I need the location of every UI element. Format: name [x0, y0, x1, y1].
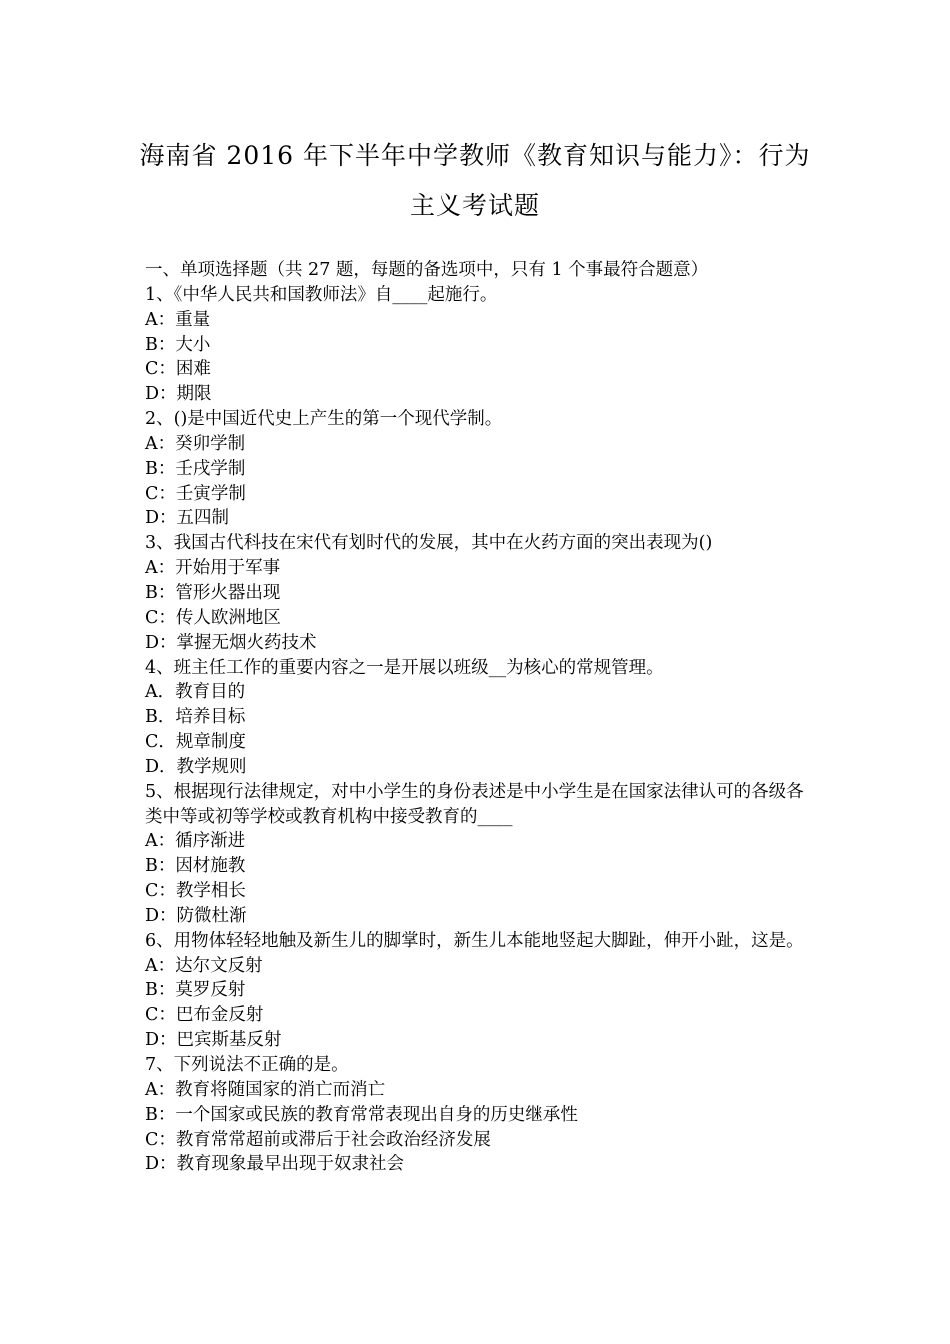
question-stem: 5、根据现行法律规定，对中小学生的身份表述是中小学生是在国家法律认可的各级各类中等或初等学校或教育机构中接受教育的____ [145, 781, 804, 827]
option-b: B：管形火器出现 [145, 582, 281, 603]
question-stem: 6、用物体轻轻地触及新生儿的脚掌时，新生儿本能地竖起大脚趾，伸开小趾，这是。 [145, 930, 804, 951]
option-b: B：一个国家或民族的教育常常表现出自身的历史继承性 [145, 1104, 578, 1125]
question-4 [145, 656, 815, 780]
document-body [145, 258, 815, 1177]
option-a: A：教育将随国家的消亡而消亡 [145, 1079, 386, 1100]
option-a: A：循序渐进 [145, 831, 246, 852]
document-title-line-2: 主义考试题 [409, 191, 540, 220]
option-d: D：掌握无烟火药技术 [145, 632, 317, 653]
option-d: D：教育现象最早出现于奴隶社会 [145, 1154, 405, 1175]
option-c: C：教学相长 [145, 881, 246, 902]
question-stem: 3、我国古代科技在宋代有划时代的发展，其中在火药方面的突出表现为() [145, 533, 713, 554]
question-stem: 2、()是中国近代史上产生的第一个现代学制。 [145, 409, 503, 430]
option-d: D：期限 [145, 384, 212, 405]
question-stem: 7、下列说法不正确的是。 [145, 1055, 349, 1075]
question-2 [145, 407, 815, 531]
option-a: A：癸卯学制 [145, 433, 246, 454]
option-a: A：重量 [145, 309, 211, 330]
option-d: D．教学规则 [145, 756, 247, 777]
option-b: B：壬戌学制 [145, 458, 246, 479]
document-title-line-1: 海南省 2016 年下半年中学教师《教育知识与能力》：行为 [139, 141, 811, 170]
option-a: A．教育目的 [145, 682, 246, 703]
question-6 [145, 929, 815, 1053]
option-c: C．规章制度 [145, 732, 246, 753]
option-c: C：教育常常超前或滞后于社会政治经济发展 [145, 1129, 491, 1150]
option-c: C：传人欧洲地区 [145, 607, 281, 628]
question-1 [145, 283, 815, 407]
option-b: B．培养目标 [145, 707, 246, 728]
question-7 [145, 1053, 815, 1177]
option-d: D：五四制 [145, 508, 230, 529]
option-d: D：防微杜渐 [145, 905, 247, 926]
question-stem: 1、《中华人民共和国教师法》自____起施行。 [145, 284, 498, 305]
option-b: B：莫罗反射 [145, 980, 246, 1001]
option-a: A：开始用于军事 [145, 558, 281, 579]
option-c: C：困难 [145, 359, 211, 380]
question-5 [145, 780, 815, 929]
option-c: C：壬寅学制 [145, 483, 246, 504]
option-b: B：大小 [145, 334, 211, 355]
option-b: B：因材施教 [145, 856, 246, 877]
question-stem: 4、班主任工作的重要内容之一是开展以班级__为核心的常规管理。 [145, 657, 664, 678]
option-a: A：达尔文反射 [145, 955, 263, 976]
option-c: C：巴布金反射 [145, 1005, 264, 1026]
section-heading: 一、单项选择题（共 27 题，每题的备选项中，只有 1 个事最符合题意） [145, 260, 709, 280]
option-d: D：巴宾斯基反射 [145, 1030, 282, 1051]
question-3 [145, 531, 815, 655]
